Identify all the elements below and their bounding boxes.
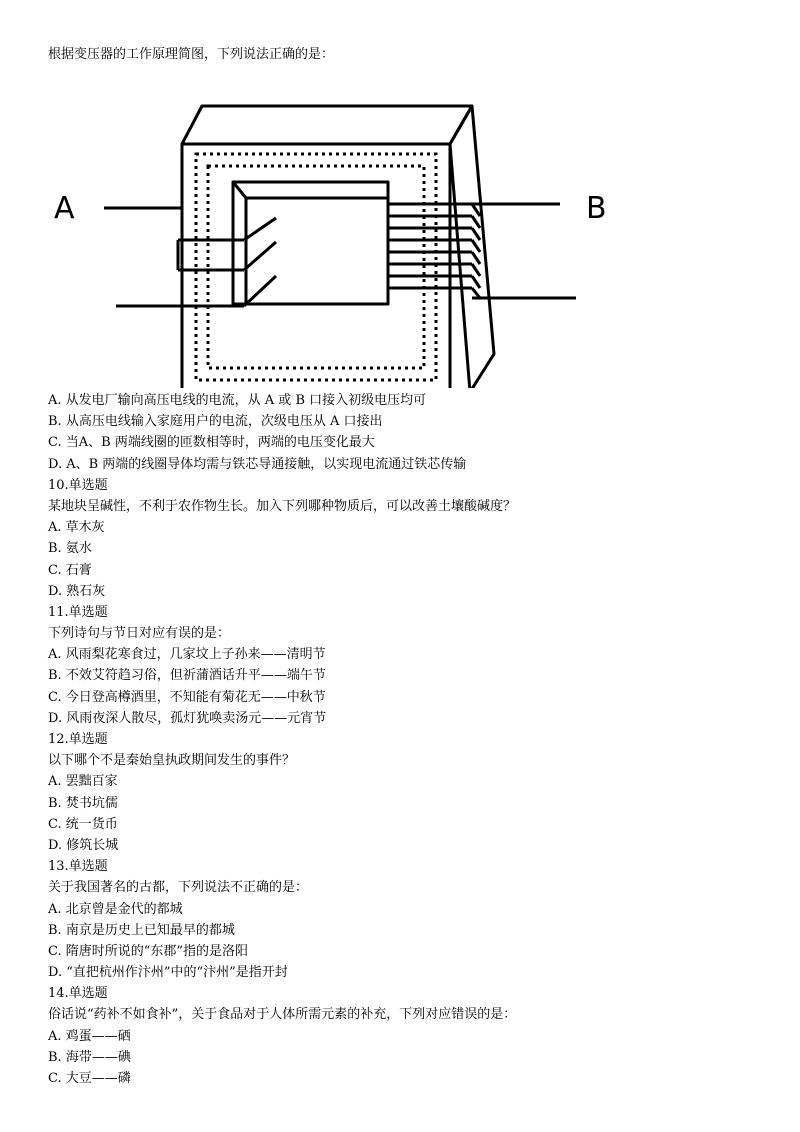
question-10-header: 10.单选题 (48, 477, 108, 493)
line-option-12b: B. 焚书坑儒 (48, 795, 118, 811)
question-11-header: 11.单选题 (48, 604, 108, 620)
label-b: B (586, 191, 607, 226)
question-list (48, 390, 768, 1089)
line-option-11d: D. 风雨夜深人散尽，孤灯犹唤卖汤元——元宵节 (48, 710, 327, 726)
line-option-13b: B. 南京是历史上已知最早的都城 (48, 922, 235, 938)
line-option-12a: A. 罢黜百家 (48, 774, 118, 790)
line-option-13c: C. 隋唐时所说的“东郡”指的是洛阳 (48, 943, 249, 959)
line-option-14b: B. 海带——碘 (48, 1049, 131, 1065)
line-option-12c: C. 统一货币 (48, 816, 118, 832)
line-option-12d: D. 修筑长城 (48, 837, 119, 853)
question-13-stem: 关于我国著名的古都，下列说法不正确的是： (48, 880, 309, 896)
question-14-header: 14.单选题 (48, 986, 108, 1002)
transformer-diagram (48, 70, 648, 388)
line-option-11b: B. 不效艾符趋习俗，但祈蒲酒话升平——端午节 (48, 668, 326, 684)
line-option-10b: B. 氨水 (48, 541, 92, 557)
question-page (48, 44, 768, 1089)
line-option-9b: B. 从高压电线输入家庭用户的电流，次级电压从 A 口接出 (48, 414, 383, 430)
line-option-14c: C. 大豆——磷 (48, 1071, 131, 1086)
line-option-10c: C. 石膏 (48, 562, 92, 578)
line-option-14a: A. 鸡蛋——硒 (48, 1028, 131, 1044)
transformer-drawing (48, 70, 648, 388)
question-12-stem: 以下哪个不是秦始皇执政期间发生的事件？ (48, 753, 296, 769)
question-12-header: 12.单选题 (48, 732, 108, 747)
line-option-13d: D. “直把杭州作汴州”中的“汴州”是指开封 (48, 965, 288, 981)
line-option-13a: A. 北京曾是金代的都城 (48, 901, 183, 917)
line-option-9a: A. 从发电厂输向高压电线的电流，从 A 或 B 口接入初级电压均可 (48, 393, 427, 408)
core-window (233, 182, 388, 304)
question-9-stem: 根据变压器的工作原理简图，下列说法正确的是： (48, 47, 335, 62)
line-option-11a: A. 风雨梨花寒食过，几家坟上子孙来——清明节 (48, 647, 326, 663)
line-option-9d: D. A、B 两端的线圈导体均需与铁芯导通接触，以实现电流通过铁芯传输 (48, 456, 467, 472)
question-11-stem: 下列诗句与节日对应有误的是： (48, 626, 231, 642)
line-option-10a: A. 草木灰 (48, 520, 105, 536)
question-14-stem: 俗话说“药补不如食补”，关于食品对于人体所需元素的补充，下列对应错误的是： (48, 1007, 517, 1023)
core-top-face (182, 106, 472, 144)
core-right-face (450, 106, 494, 388)
question-10-stem: 某地块呈碱性，不利于农作物生长。加入下列哪种物质后，可以改善土壤酸碱度？ (48, 498, 517, 514)
question-13-header: 13.单选题 (48, 859, 108, 875)
line-option-9c: C. 当A、B 两端线圈的匝数相等时，两端的电压变化最大 (48, 435, 375, 451)
flux-path-inner (208, 166, 424, 368)
label-a: A (54, 191, 75, 226)
line-option-11c: C. 今日登高樽酒里，不知能有菊花无——中秋节 (48, 689, 326, 705)
line-option-10d: D. 熟石灰 (48, 583, 106, 599)
